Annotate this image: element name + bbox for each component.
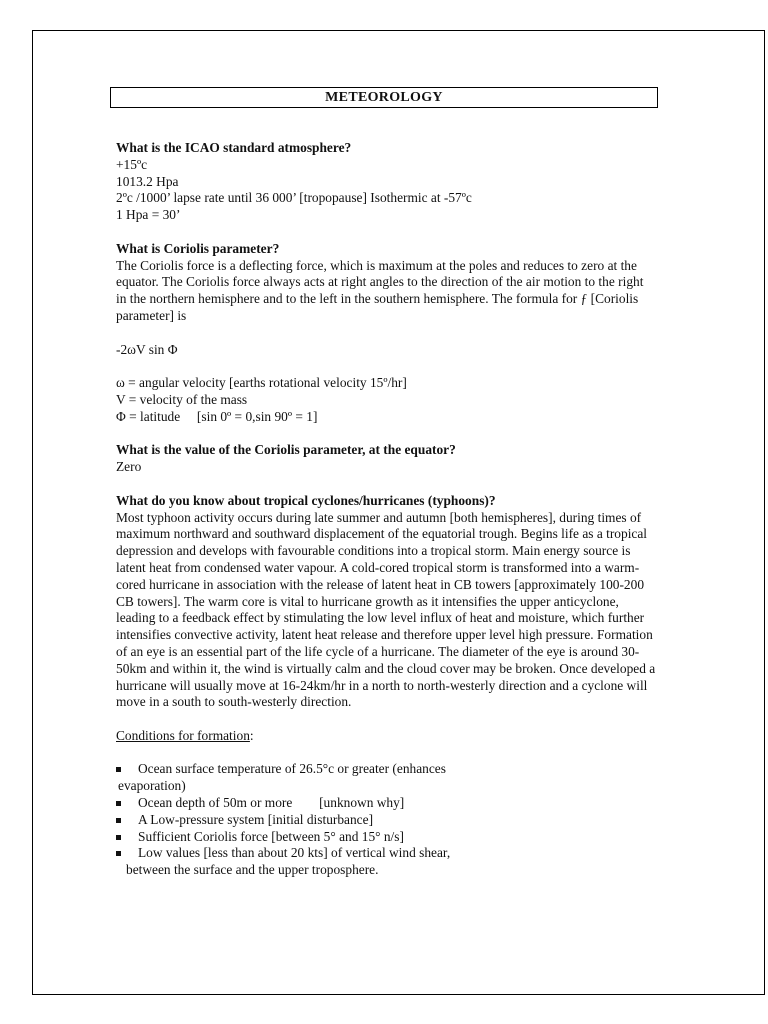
definition-line: ω = angular velocity [earths rotational velocity 15º/hr] — [116, 375, 407, 391]
spacer — [116, 476, 656, 493]
spacer — [116, 711, 656, 728]
list-item-text: Ocean surface temperature of 26.5°c or greater (enhances — [138, 761, 446, 777]
list-item — [116, 812, 656, 829]
list-item-text: Low values [less than about 20 kts] of vertical wind shear, — [138, 845, 451, 861]
definition-line: Φ = latitude [sin 0º = 0,sin 90º = 1] — [116, 408, 318, 424]
list-item-text: Ocean depth of 50m or more [unknown why] — [138, 795, 405, 811]
conditions-heading — [116, 728, 656, 745]
bullet-icon — [116, 818, 121, 823]
conditions-colon: : — [249, 727, 254, 743]
spacer — [116, 224, 656, 241]
bullet-icon — [116, 835, 121, 840]
list-item-text: A Low-pressure system [initial disturbance] — [138, 811, 374, 827]
coriolis-paragraph: The Coriolis force is a deflecting force, which is maximum at the poles and reduces to zero at the equator. The Coriolis force always acts at right angles to the direction of the air motion to the right in the northern hemisphere and to the left in the southern hemisphere. The formula for ƒ [Coriolis parameter] is — [116, 257, 647, 323]
list-item-continuation: evaporation) — [118, 778, 186, 794]
conditions-list — [116, 761, 656, 879]
answer-line: +15ºc — [116, 156, 148, 172]
question-coriolis: What is Coriolis parameter? — [116, 240, 280, 256]
list-item — [116, 795, 656, 812]
spacer — [116, 745, 656, 762]
list-item — [116, 761, 656, 795]
definition-line: V = velocity of the mass — [116, 391, 248, 407]
question-cyclones: What do you know about tropical cyclones/hurricanes (typhoons)? — [116, 492, 496, 508]
answer-line: 1013.2 Hpa — [116, 173, 179, 189]
list-item-continuation: between the surface and the upper troposphere. — [126, 862, 379, 878]
coriolis-formula: -2ωV sin Φ — [116, 341, 178, 357]
answer-zero: Zero — [116, 459, 142, 475]
cyclone-paragraph: Most typhoon activity occurs during late summer and autumn [both hemispheres], during times of maximum northward and southward displacement of the equatorial trough. Begins life as a tropical depression and develops with favourable conditions into a tropical storm. Main energy source is latent heat from condensed water vapour. A cold-cored tropical storm is transformed into a warm-cored hurricane in association with the release of latent heat in CB towers [approximately 100-200 CB towers]. The warm core is vital to hurricane growth as it intensifies the upper anticyclone, leading to a feedback effect by stimulating the low level influx of heat and moisture, which further intensifies convective activity, latent heat release and therefore upper level high pressure. Formation of an eye is an essential part of the life cycle of a hurricane. The diameter of the eye is around 30-50km and within it, the wind is virtually calm and the cloud cover may be broken. Once developed a hurricane will usually move at 16-24km/hr in a north to north-westerly direction and a cyclone will move in a south to south-westerly direction. — [116, 509, 659, 710]
page-title: METEOROLOGY — [110, 87, 658, 108]
list-item — [116, 845, 656, 879]
answer-line: 2ºc /1000’ lapse rate until 36 000’ [tropopause] Isothermic at -57ºc — [116, 190, 472, 206]
list-item-text: Sufficient Coriolis force [between 5° and 15° n/s] — [138, 828, 404, 844]
bullet-icon — [116, 767, 121, 772]
document-body — [116, 140, 659, 879]
spacer — [116, 426, 656, 443]
question-icao: What is the ICAO standard atmosphere? — [116, 140, 352, 155]
bullet-icon — [116, 851, 121, 856]
spacer — [116, 325, 656, 342]
conditions-heading-text: Conditions for formation — [116, 727, 250, 743]
list-item — [116, 829, 656, 846]
spacer — [116, 358, 656, 375]
question-equator: What is the value of the Coriolis parameter, at the equator? — [116, 442, 456, 458]
bullet-icon — [116, 801, 121, 806]
answer-line: 1 Hpa = 30’ — [116, 207, 181, 223]
